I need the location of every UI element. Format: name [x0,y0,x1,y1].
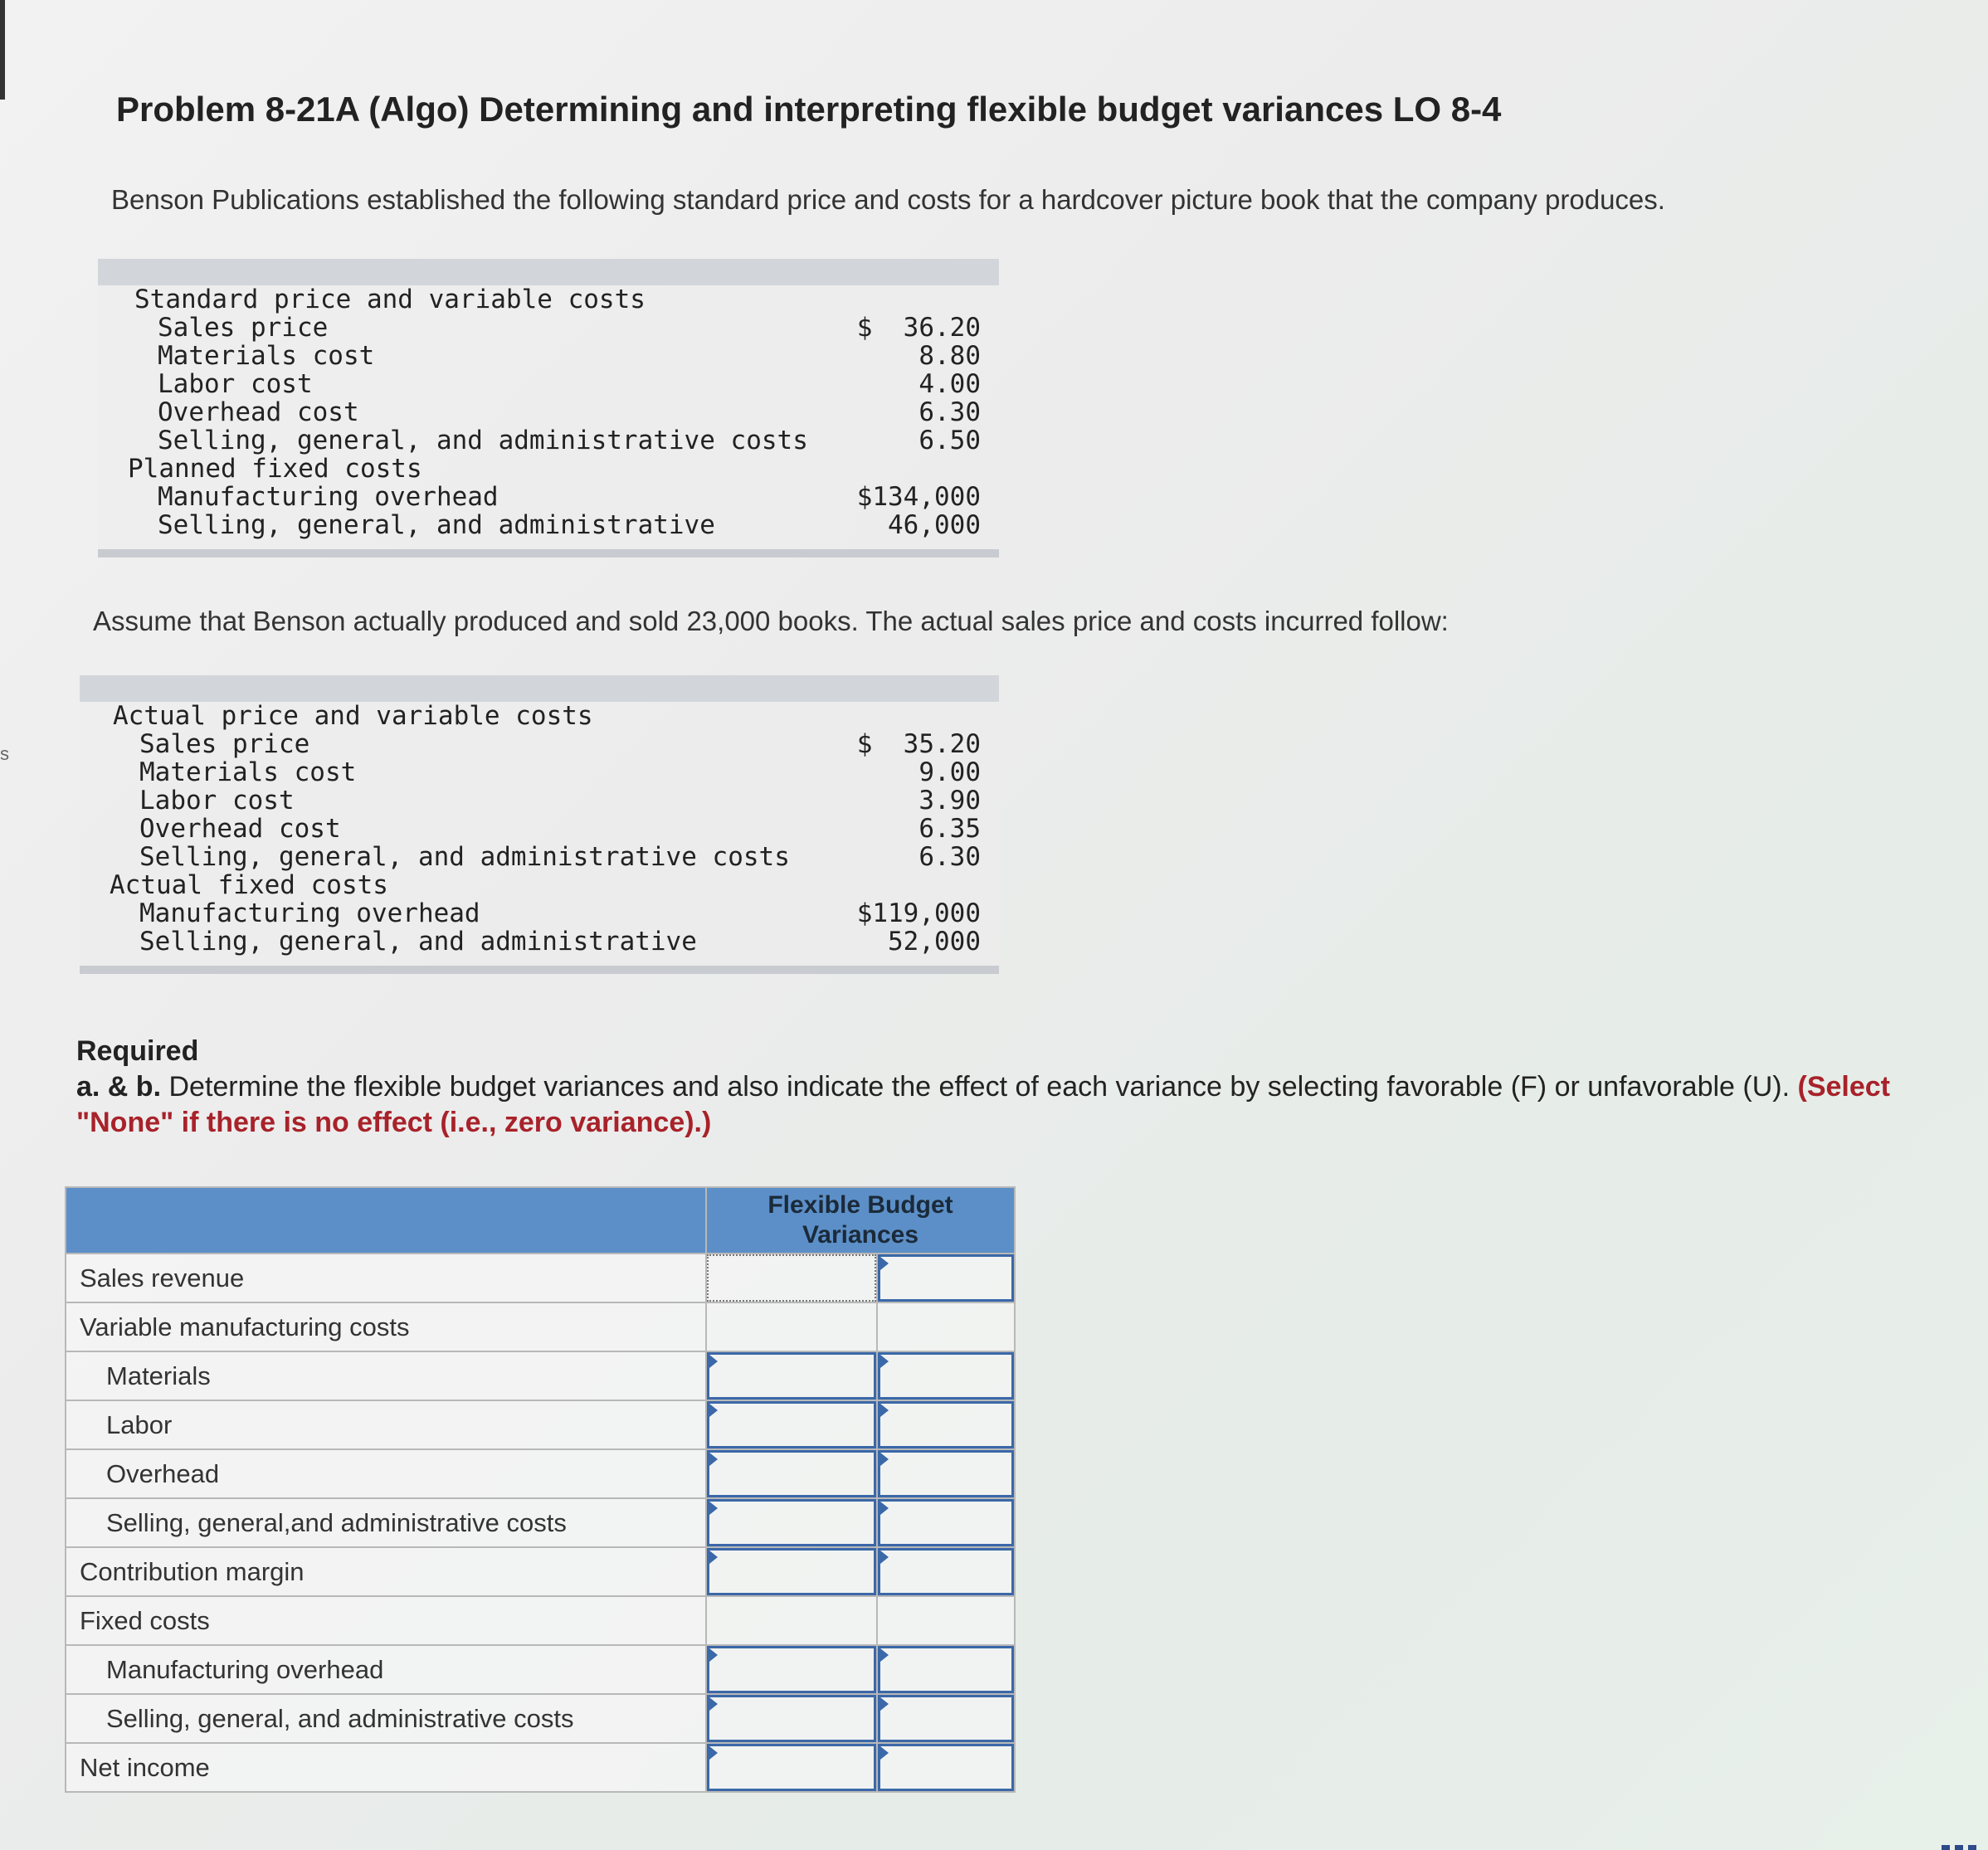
header-line2: Variances [802,1221,919,1249]
problem-title: Problem 8-21A (Algo) Determining and interpreting flexible budget variances LO 8-4 [116,90,1502,129]
row-label: Materials [66,1351,706,1400]
fixed-sga-effect-select[interactable] [877,1694,1015,1743]
actual-fixed-value: $119,000 [856,898,981,928]
fixed-overhead-effect-select[interactable] [877,1645,1015,1694]
edge-text: s [0,743,9,764]
row-label: Fixed costs [66,1596,706,1645]
more-indicator-icon [1942,1845,1981,1850]
table-row [66,1302,1015,1351]
sga-variable-amount-input[interactable] [706,1498,877,1547]
window-edge [0,0,5,100]
standard-value: $ 36.20 [856,313,981,343]
table-row [66,1254,1015,1302]
standard-fixed-value: 46,000 [888,510,981,540]
actual-label: Labor cost [139,786,295,815]
panel-header-band [80,675,999,702]
required-note: (Select "None" if there is no effect (i.e., zero variance).) [76,1071,1890,1138]
actual-fixed-heading: Actual fixed costs [110,870,388,900]
required-text: Determine the flexible budget variances and also indicate the effect of each variance by selecting favorable (F) or unfavorable (U). [161,1071,1791,1103]
actual-value: 6.30 [918,842,981,872]
actual-costs-panel [80,675,999,974]
standard-fixed-label: Manufacturing overhead [158,482,499,512]
overhead-effect-select[interactable] [877,1449,1015,1498]
standard-fixed-heading: Planned fixed costs [128,454,422,484]
panel-bottom-rule [80,966,999,974]
assumption-text: Assume that Benson actually produced and sold 23,000 books. The actual sales price and costs incurred follow: [93,606,1449,636]
standard-label: Materials cost [158,341,375,371]
actual-value: $ 35.20 [856,729,981,759]
required-section [76,1034,1935,1141]
standard-costs-panel [98,259,999,557]
variance-table [65,1186,1016,1793]
empty-cell [877,1596,1015,1645]
row-label: Contribution margin [66,1547,706,1596]
table-row [66,1694,1015,1743]
row-label: Selling, general,and administrative costs [66,1498,706,1547]
standard-value: 6.50 [918,426,981,455]
actual-label: Materials cost [139,757,357,787]
label-column-header [66,1187,706,1254]
labor-effect-select[interactable] [877,1400,1015,1449]
empty-cell [706,1596,877,1645]
fixed-sga-amount-input[interactable] [706,1694,877,1743]
row-label: Overhead [66,1449,706,1498]
actual-fixed-label: Selling, general, and administrative [139,927,697,957]
panel-bottom-rule [98,549,999,557]
header-line1: Flexible Budget [767,1191,953,1219]
row-label: Sales revenue [66,1254,706,1302]
panel-header-band [98,259,999,285]
row-label: Variable manufacturing costs [66,1302,706,1351]
row-label: Labor [66,1400,706,1449]
actual-fixed-label: Manufacturing overhead [139,898,480,928]
standard-fixed-label: Selling, general, and administrative [158,510,715,540]
materials-amount-input[interactable] [706,1351,877,1400]
required-part-label: a. & b. [76,1071,162,1103]
materials-effect-select[interactable] [877,1351,1015,1400]
net-income-amount-input[interactable] [706,1743,877,1792]
row-label: Net income [66,1743,706,1792]
required-instructions [76,1069,1935,1141]
required-heading: Required [76,1035,199,1067]
table-row [66,1449,1015,1498]
standard-label: Sales price [158,313,329,343]
flexible-budget-variances-header [706,1187,1015,1254]
table-header-row [66,1187,1015,1254]
sales-revenue-amount-input[interactable] [706,1254,877,1302]
standard-fixed-value: $134,000 [856,482,981,512]
standard-label: Overhead cost [158,397,359,427]
empty-cell [877,1302,1015,1351]
actual-label: Selling, general, and administrative costs [139,842,790,872]
standard-value: 4.00 [918,369,981,399]
actual-fixed-value: 52,000 [888,927,981,957]
actual-value: 3.90 [918,786,981,815]
sales-revenue-effect-select[interactable] [877,1254,1015,1302]
sga-variable-effect-select[interactable] [877,1498,1015,1547]
actual-value: 6.35 [918,814,981,844]
table-row [66,1498,1015,1547]
actual-label: Sales price [139,729,310,759]
contribution-margin-amount-input[interactable] [706,1547,877,1596]
table-row [66,1645,1015,1694]
overhead-amount-input[interactable] [706,1449,877,1498]
table-row [66,1547,1015,1596]
actual-heading: Actual price and variable costs [113,701,593,731]
standard-heading: Standard price and variable costs [134,285,646,314]
standard-label: Labor cost [158,369,313,399]
actual-label: Overhead cost [139,814,341,844]
standard-value: 8.80 [918,341,981,371]
table-row [66,1743,1015,1792]
labor-amount-input[interactable] [706,1400,877,1449]
fixed-overhead-amount-input[interactable] [706,1645,877,1694]
table-row [66,1351,1015,1400]
intro-text: Benson Publications established the following standard price and costs for a hardcover picture book that the company produces. [111,184,1665,215]
contribution-margin-effect-select[interactable] [877,1547,1015,1596]
standard-label: Selling, general, and administrative costs [158,426,808,455]
table-row [66,1400,1015,1449]
table-row [66,1596,1015,1645]
row-label: Manufacturing overhead [66,1645,706,1694]
standard-value: 6.30 [918,397,981,427]
net-income-effect-select[interactable] [877,1743,1015,1792]
actual-value: 9.00 [918,757,981,787]
row-label: Selling, general, and administrative costs [66,1694,706,1743]
empty-cell [706,1302,877,1351]
